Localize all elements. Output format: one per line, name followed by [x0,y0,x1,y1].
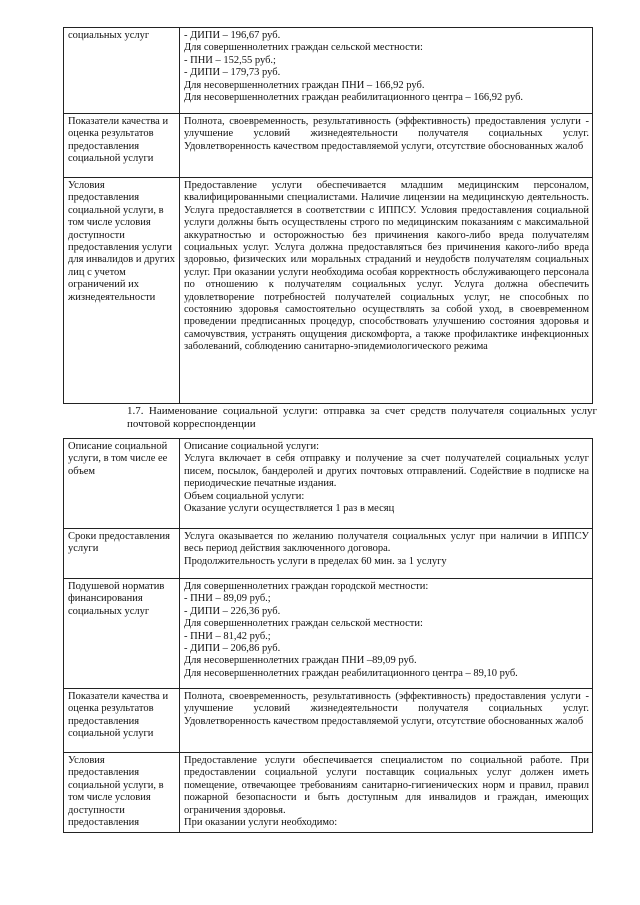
value-line: Объем социальной услуги: [184,490,305,502]
table-row [64,529,593,579]
row-label [64,579,180,689]
value-line: Для совершеннолетних граждан городской местности: [184,581,429,592]
value-line: Услуга включает в себя отправку и получение за счет получателей социальных услуг писем, посылок, бандеролей и других почтовых отправлений. Содействие в подписке на периодические печатные издания. [184,453,589,490]
row-value [180,28,593,114]
table-row [64,178,593,404]
value-line: При оказании услуги необходимо: [184,817,338,829]
label-text: Подушевой норматив финансирования социальных услуг [68,581,165,617]
label-text: Показатели качества и оценка результатов предоставления социальной услуги [68,116,169,165]
label-text: Сроки предоставления услуги [68,531,170,555]
row-label [64,689,180,753]
value-line: - ПНИ – 89,09 руб.; [184,593,271,605]
table-row [64,28,593,114]
table-row [64,753,593,833]
label-text: социальных услуг [68,30,150,41]
value-line: Продолжительность услуги в пределах 60 мин. за 1 услугу [184,555,447,567]
label-text: Описание социальной услуги, в том числе ее объем [68,441,168,477]
service-table-2 [63,438,593,833]
row-label [64,114,180,178]
table-row [64,439,593,529]
value-line: Для совершеннолетних граждан сельской местности: [184,618,423,630]
row-label [64,529,180,579]
value-line: Описание социальной услуги: [184,441,320,452]
row-value [180,579,593,689]
value-line: Оказание услуги осуществляется 1 раз в месяц [184,503,395,515]
value-line: Для совершеннолетних граждан сельской местности: [184,42,423,54]
label-text: Показатели качества и оценка результатов предоставления социальной услуги [68,691,169,740]
service-table-1 [63,27,593,404]
value-line: Для несовершеннолетних граждан ПНИ – 166,92 руб. [184,79,425,91]
row-label [64,178,180,404]
table-row [64,689,593,753]
value-line: - ДИПИ – 196,67 руб. [184,30,281,41]
value-line: Для несовершеннолетних граждан ПНИ –89,09 руб. [184,655,417,667]
value-line: Для несовершеннолетних граждан реабилитационного центра – 166,92 руб. [184,92,524,104]
row-label [64,439,180,529]
row-label [64,28,180,114]
row-label [64,753,180,833]
section-heading: 1.7. Наименование социальной услуги: отправка за счет средств получателя социальных услуг почтовой корреспонденции [127,405,597,430]
value-line: Услуга оказывается по желанию получателя социальных услуг при наличии в ИППСУ весь период действия заключенного договора. [184,531,589,555]
row-value [180,753,593,833]
value-line: - ДИПИ – 179,73 руб. [184,67,281,79]
label-text: Условия предоставления социальной услуги, в том числе условия доступности предоставления [68,755,164,829]
value-line: Для несовершеннолетних граждан реабилитационного центра – 89,10 руб. [184,667,518,679]
row-value [180,529,593,579]
value-paragraph: Полнота, своевременность, результативность (эффективность) предоставления услуги - улучшение условий жизнедеятельности получателя социальных услуг. Удовлетворенность качеством предоставляемой услуги, отсутствие обоснованных жалоб [184,116,589,152]
value-line: - ДИПИ – 226,36 руб. [184,605,281,617]
row-value [180,114,593,178]
table-row [64,114,593,178]
row-value [180,439,593,529]
value-paragraph: Полнота, своевременность, результативность (эффективность) предоставления услуги - улучшение условий жизнедеятельности получателя социальных услуг. Удовлетворенность качеством предоставляемой услуги, отсутствие обоснованных жалоб [184,691,589,727]
table-row [64,579,593,689]
label-text: Условия предоставления социальной услуги, в том числе условия доступности предоставления услуги для инвалидов и других лиц с учетом ограничений их жизнедеятельности [68,180,176,303]
row-value [180,689,593,753]
value-line: - ДИПИ – 206,86 руб. [184,643,281,655]
value-paragraph: Предоставление услуги обеспечивается специалистом по социальной работе. При предоставлении социальной услуги поставщик социальных услуг должен иметь помещение, отвечающее требованиям санитарно-гигиенических норм и правил, правил пожарной безопасности и быть доступным для инвалидов и граждан, имеющих ограничения здоровья. [184,755,589,816]
row-value [180,178,593,404]
value-line: - ПНИ – 81,42 руб.; [184,630,271,642]
value-paragraph: Предоставление услуги обеспечивается младшим медицинским персоналом, квалифицированными специалистами. Наличие лицензии на медицинскую деятельность. Услуга предоставляется в соответствии с ИППСУ. Условия предоставления социальной услуги должны быть осуществлены строго по медицинским показаниям с максимальной аккуратностью и осторожностью без причинения какого-либо вреда получателям социальных услуг. Услуга должна предоставляться без причинения какого-либо вреда здоровью, физических или моральных страданий и неудобств получателям социальных услуг. При оказании услуги необходима особая корректность обслуживающего персонала по отношению к получателям социальных услуг. Услуга должна обеспечить удовлетворение потребностей получателей социальных услуг, не способных по состоянию здоровья самостоятельно осуществлять за собой уход, в своевременном проведении предписанных процедур, способствовать улучшению состояния здоровья и самочувствия, устранять ощущения дискомфорта, а также профилактике инфекционных заболеваний, соблюдению санитарно-эпидемиологического режима [184,180,589,353]
value-line: - ПНИ – 152,55 руб.; [184,54,276,66]
